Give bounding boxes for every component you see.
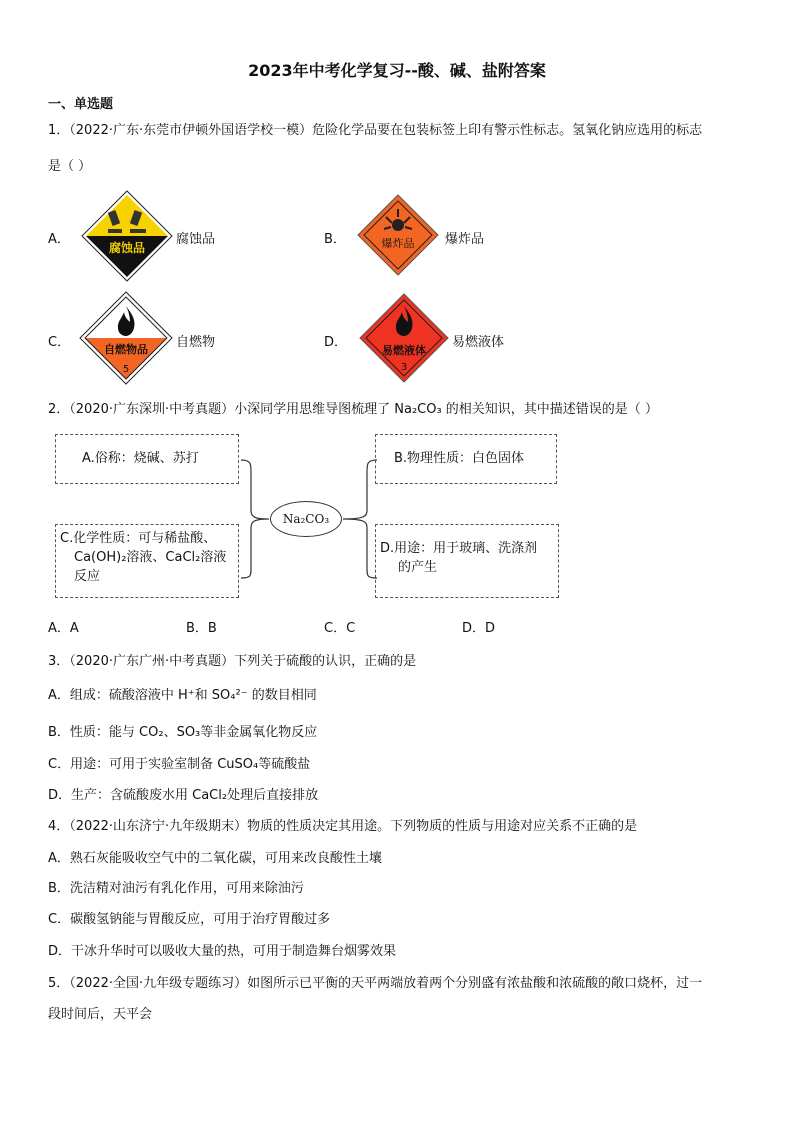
mindmap-box-c-line2: Ca(OH)₂溶液、CaCl₂溶液 bbox=[74, 550, 227, 565]
mindmap-box-d-line2: 的产生 bbox=[398, 560, 438, 575]
mindmap-box-c-line3: 反应 bbox=[74, 569, 101, 584]
mindmap-box-b-text: B.物理性质：白色固体 bbox=[394, 451, 525, 466]
q2-option-d: D．D bbox=[462, 621, 496, 636]
q4-option-b: B．洗洁精对油污有乳化作用，可用来除油污 bbox=[48, 881, 304, 896]
mindmap-box-b bbox=[375, 434, 557, 484]
explosive-sign-icon bbox=[356, 193, 440, 277]
q4-option-a: A．熟石灰能吸收空气中的二氧化碳，可用来改良酸性土壤 bbox=[48, 851, 382, 866]
q1-stem-line2: 是（ ） bbox=[48, 159, 92, 174]
q1-option-d-caption: 易燃液体 bbox=[452, 335, 505, 350]
mindmap-box-c-line1: C.化学性质：可与稀盐酸、 bbox=[60, 531, 217, 546]
q1-option-c-letter: C． bbox=[48, 335, 71, 350]
q2-option-c: C．C bbox=[324, 621, 356, 636]
mindmap-box-a bbox=[55, 434, 239, 484]
q2-option-a: A．A bbox=[48, 621, 79, 636]
q1-option-b-letter: B． bbox=[324, 232, 346, 247]
q3-option-b: B．性质：能与 CO₂、SO₃等非金属氧化物反应 bbox=[48, 725, 318, 740]
mindmap-center-node: Na₂CO₃ bbox=[270, 501, 342, 537]
q4-stem: 4．（2022·山东济宁·九年级期末）物质的性质决定其用途。下列物质的性质与用途对应关系不正确的是 bbox=[48, 819, 638, 834]
q3-option-a: A．组成：硫酸溶液中 H⁺和 SO₄²⁻ 的数目相同 bbox=[48, 688, 317, 703]
q1-option-a-caption: 腐蚀品 bbox=[176, 232, 216, 247]
mindmap-box-c bbox=[55, 524, 239, 598]
section-heading: 一、单选题 bbox=[48, 97, 114, 112]
spontaneous-sign-number: 5 bbox=[122, 364, 130, 375]
q4-option-c: C．碳酸氢钠能与胃酸反应，可用于治疗胃酸过多 bbox=[48, 912, 331, 927]
mindmap-box-d bbox=[375, 524, 559, 598]
page-title: 2023年中考化学复习--酸、碱、盐附答案 bbox=[248, 61, 546, 80]
explosive-sign-label: 爆炸品 bbox=[381, 237, 415, 250]
q1-option-d-letter: D． bbox=[324, 335, 348, 350]
mindmap-box-a-text: A.俗称：烧碱、苏打 bbox=[82, 451, 199, 466]
q4-option-d: D．干冰升华时可以吸收大量的热，可用于制造舞台烟雾效果 bbox=[48, 944, 397, 959]
q1-option-c-caption: 自燃物 bbox=[176, 335, 216, 350]
q3-stem: 3．（2020·广东广州·中考真题）下列关于硫酸的认识，正确的是 bbox=[48, 654, 417, 669]
q2-stem: 2．（2020·广东深圳·中考真题）小深同学用思维导图梳理了 Na₂CO₃ 的相关知识，其中描述错误的是（ ） bbox=[48, 402, 658, 417]
flammable-liquid-sign-icon bbox=[358, 292, 450, 384]
q3-option-c: C．用途：可用于实验室制备 CuSO₄等硫酸盐 bbox=[48, 757, 311, 772]
flammable-sign-number: 3 bbox=[400, 362, 408, 373]
spontaneous-combustion-sign-icon bbox=[78, 290, 174, 386]
q2-option-b: B．B bbox=[186, 621, 217, 636]
flammable-sign-label: 易燃液体 bbox=[382, 344, 426, 357]
q1-option-a-letter: A． bbox=[48, 232, 70, 247]
corrosive-sign-label: 腐蚀品 bbox=[108, 241, 146, 255]
q5-stem-line2: 段时间后，天平会 bbox=[48, 1007, 153, 1022]
q3-option-d: D．生产：含硫酸废水用 CaCl₂处理后直接排放 bbox=[48, 788, 319, 803]
mindmap-box-d-line1: D.用途：用于玻璃、洗涤剂 bbox=[380, 541, 538, 556]
corrosive-sign-icon bbox=[80, 189, 174, 283]
q1-stem-line1: 1．（2022·广东·东莞市伊顿外国语学校一模）危险化学品要在包装标签上印有警示性标志。氢氧化钠应选用的标志 bbox=[48, 123, 703, 138]
q1-option-b-caption: 爆炸品 bbox=[445, 232, 485, 247]
q5-stem-line1: 5．（2022·全国·九年级专题练习）如图所示已平衡的天平两端放着两个分别盛有浓盐酸和浓硫酸的敞口烧杯，过一 bbox=[48, 976, 703, 991]
spontaneous-sign-label: 自燃物品 bbox=[104, 343, 148, 356]
